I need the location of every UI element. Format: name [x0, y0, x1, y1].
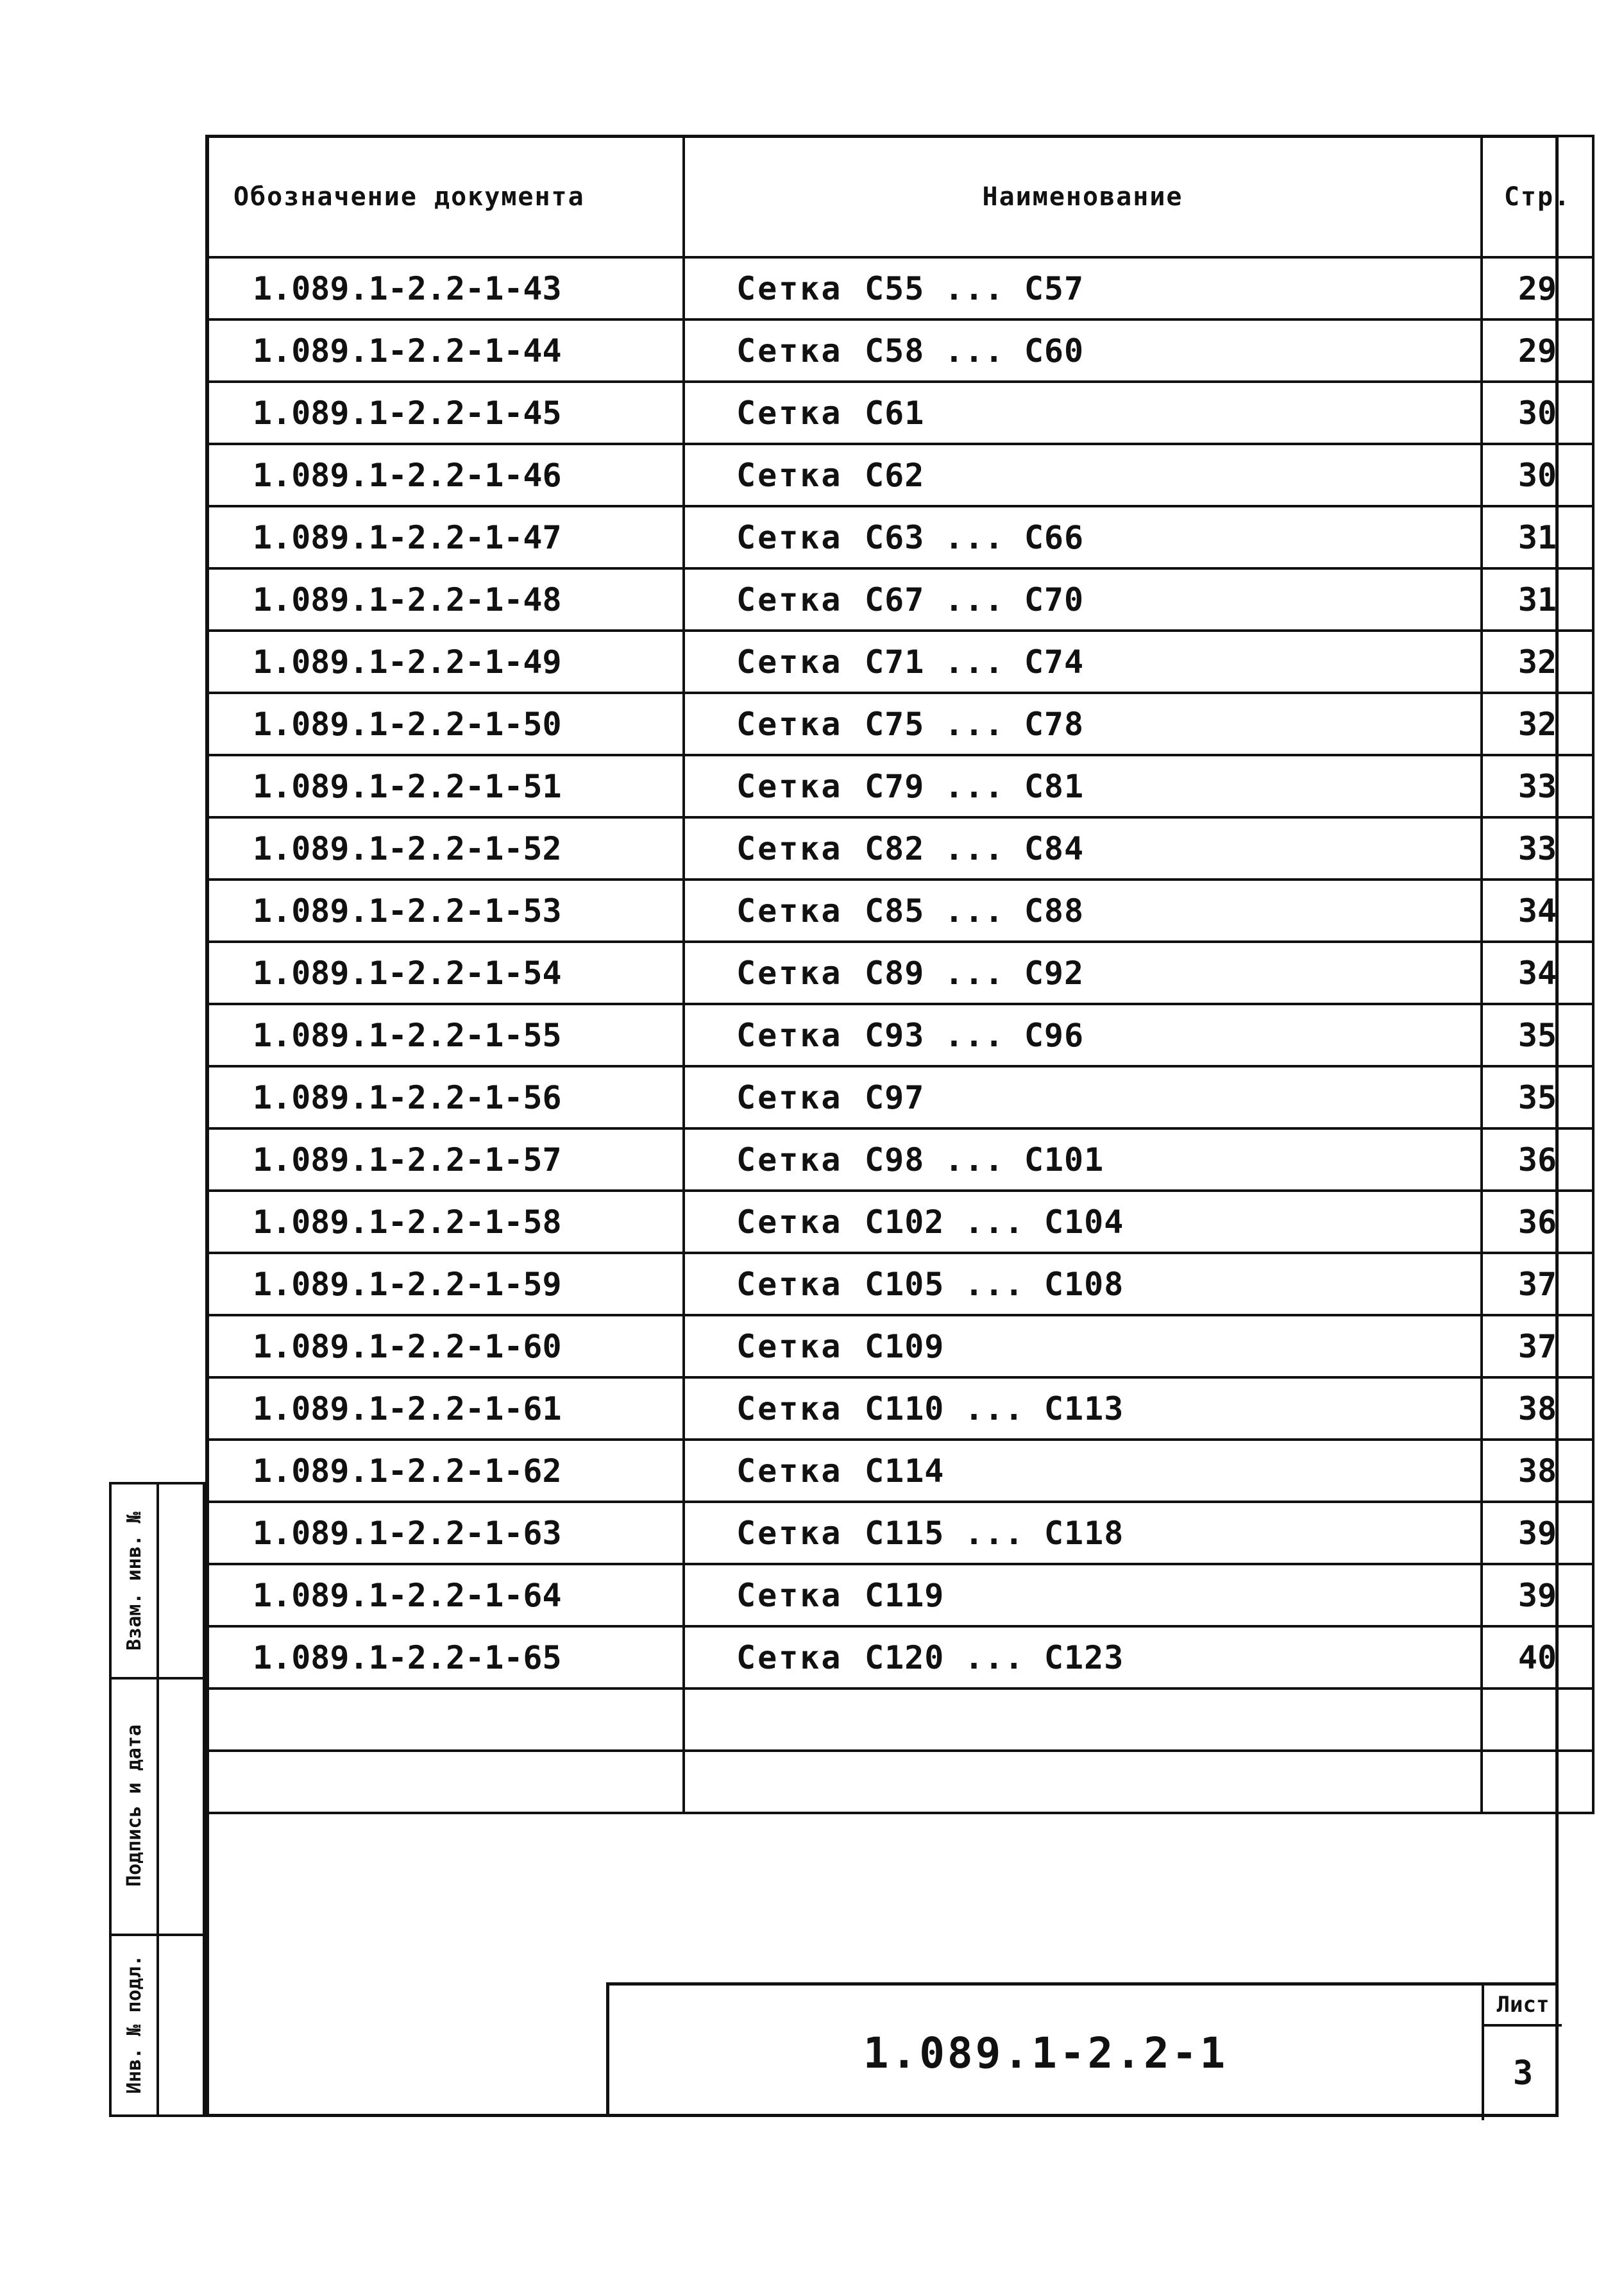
- sheet-label: Лист: [1484, 1986, 1562, 2027]
- row-name-range: С115 ... С118: [865, 1514, 1124, 1552]
- row-page: 29: [1482, 319, 1593, 382]
- row-page: 40: [1482, 1626, 1593, 1688]
- row-page: 30: [1482, 444, 1593, 506]
- row-code: 1.089.1-2.2-1-64: [207, 1564, 684, 1626]
- row-page: 34: [1482, 942, 1593, 1004]
- row-name-range: С55 ... С57: [865, 269, 1085, 307]
- row-name-range: С61: [865, 394, 925, 432]
- row-code: 1.089.1-2.2-1-59: [207, 1253, 684, 1315]
- side-label-inventory: Инв. № подл.: [112, 1934, 159, 2114]
- row-page: 32: [1482, 631, 1593, 693]
- row-code: 1.089.1-2.2-1-58: [207, 1191, 684, 1253]
- row-name-word: Сетка: [736, 394, 843, 432]
- row-name-word: Сетка: [736, 1390, 843, 1427]
- page-frame: [205, 135, 1559, 2117]
- sheet-number: 3: [1512, 2054, 1534, 2093]
- row-page: 38: [1482, 1377, 1593, 1440]
- row-page: 37: [1482, 1315, 1593, 1377]
- row-code: 1.089.1-2.2-1-63: [207, 1502, 684, 1564]
- row-page: 30: [1482, 382, 1593, 444]
- row-name-word: Сетка: [736, 518, 843, 556]
- row-page: 39: [1482, 1564, 1593, 1626]
- row-name-range: С58 ... С60: [865, 332, 1085, 370]
- row-name-range: С71 ... С74: [865, 643, 1085, 681]
- row-name-range: С119: [865, 1576, 945, 1614]
- row-code: 1.089.1-2.2-1-57: [207, 1128, 684, 1191]
- row-page: 29: [1482, 257, 1593, 319]
- row-name-word: Сетка: [736, 1203, 843, 1241]
- row-code: 1.089.1-2.2-1-65: [207, 1626, 684, 1688]
- row-name-range: С62: [865, 456, 925, 494]
- row-code: 1.089.1-2.2-1-50: [207, 693, 684, 755]
- row-name-range: С85 ... С88: [865, 892, 1085, 930]
- side-cell-signature: [112, 1677, 208, 1936]
- row-name-word: Сетка: [736, 456, 843, 494]
- row-name-word: Сетка: [736, 829, 843, 867]
- row-name-word: Сетка: [736, 705, 843, 743]
- row-page: 35: [1482, 1066, 1593, 1128]
- row-page: 37: [1482, 1253, 1593, 1315]
- row-name-range: С110 ... С113: [865, 1390, 1124, 1427]
- row-code: 1.089.1-2.2-1-49: [207, 631, 684, 693]
- row-name-word: Сетка: [736, 892, 843, 930]
- row-page: 32: [1482, 693, 1593, 755]
- row-name-range: С97: [865, 1078, 925, 1116]
- row-name-range: С98 ... С101: [865, 1141, 1104, 1178]
- row-code: 1.089.1-2.2-1-53: [207, 880, 684, 942]
- row-code: 1.089.1-2.2-1-51: [207, 755, 684, 817]
- side-label-signature: Подпись и дата: [112, 1677, 159, 1934]
- row-page: 39: [1482, 1502, 1593, 1564]
- row-name-word: Сетка: [736, 1638, 843, 1676]
- side-label-replacement: Взам. инв. №: [112, 1484, 159, 1677]
- row-name-word: Сетка: [736, 1265, 843, 1303]
- row-name-word: Сетка: [736, 1141, 843, 1178]
- row-page: 36: [1482, 1128, 1593, 1191]
- row-name-word: Сетка: [736, 581, 843, 618]
- side-stamp-column: [109, 1482, 205, 2117]
- row-page: 34: [1482, 880, 1593, 942]
- row-name-range: С89 ... С92: [865, 954, 1085, 992]
- row-name-word: Сетка: [736, 1576, 843, 1614]
- row-name-word: Сетка: [736, 1514, 843, 1552]
- row-code: 1.089.1-2.2-1-44: [207, 319, 684, 382]
- row-name-word: Сетка: [736, 1327, 843, 1365]
- row-name-range: С93 ... С96: [865, 1016, 1085, 1054]
- row-name-range: С75 ... С78: [865, 705, 1085, 743]
- row-code: 1.089.1-2.2-1-60: [207, 1315, 684, 1377]
- row-code: 1.089.1-2.2-1-43: [207, 257, 684, 319]
- row-name-word: Сетка: [736, 269, 843, 307]
- row-page: 31: [1482, 506, 1593, 568]
- row-name-range: С67 ... С70: [865, 581, 1085, 618]
- row-code: 1.089.1-2.2-1-56: [207, 1066, 684, 1128]
- row-page: 33: [1482, 755, 1593, 817]
- side-cell-replacement: [112, 1484, 208, 1680]
- row-code: 1.089.1-2.2-1-62: [207, 1440, 684, 1502]
- row-code: 1.089.1-2.2-1-48: [207, 568, 684, 631]
- row-code: 1.089.1-2.2-1-46: [207, 444, 684, 506]
- sheet-box: [1482, 1986, 1564, 2120]
- row-name-range: С102 ... С104: [865, 1203, 1124, 1241]
- row-code: 1.089.1-2.2-1-61: [207, 1377, 684, 1440]
- row-code: 1.089.1-2.2-1-45: [207, 382, 684, 444]
- row-page: 36: [1482, 1191, 1593, 1253]
- row-code: 1.089.1-2.2-1-47: [207, 506, 684, 568]
- row-name-word: Сетка: [736, 643, 843, 681]
- row-name-range: С82 ... С84: [865, 829, 1085, 867]
- row-name-range: С114: [865, 1452, 945, 1490]
- row-name-range: С109: [865, 1327, 945, 1365]
- row-page: 33: [1482, 817, 1593, 880]
- row-page: 31: [1482, 568, 1593, 631]
- title-block: [606, 1982, 1559, 2117]
- row-name-word: Сетка: [736, 1078, 843, 1116]
- row-name-range: С63 ... С66: [865, 518, 1085, 556]
- row-name-word: Сетка: [736, 1016, 843, 1054]
- header-page: Стр.: [1482, 136, 1593, 257]
- row-code: 1.089.1-2.2-1-54: [207, 942, 684, 1004]
- row-page: 35: [1482, 1004, 1593, 1066]
- row-name-word: Сетка: [736, 954, 843, 992]
- header-name: Наименование: [684, 136, 1482, 257]
- row-name-range: С79 ... С81: [865, 767, 1085, 805]
- row-name-range: С120 ... С123: [865, 1638, 1124, 1676]
- row-name-range: С105 ... С108: [865, 1265, 1124, 1303]
- row-code: 1.089.1-2.2-1-55: [207, 1004, 684, 1066]
- row-name-word: Сетка: [736, 1452, 843, 1490]
- side-cell-inventory: [112, 1934, 208, 2114]
- row-code: 1.089.1-2.2-1-52: [207, 817, 684, 880]
- document-code: 1.089.1-2.2-1: [863, 2028, 1228, 2078]
- row-name-word: Сетка: [736, 767, 843, 805]
- row-page: 38: [1482, 1440, 1593, 1502]
- row-name-word: Сетка: [736, 332, 843, 370]
- header-designation: Обозначение документа: [207, 136, 684, 257]
